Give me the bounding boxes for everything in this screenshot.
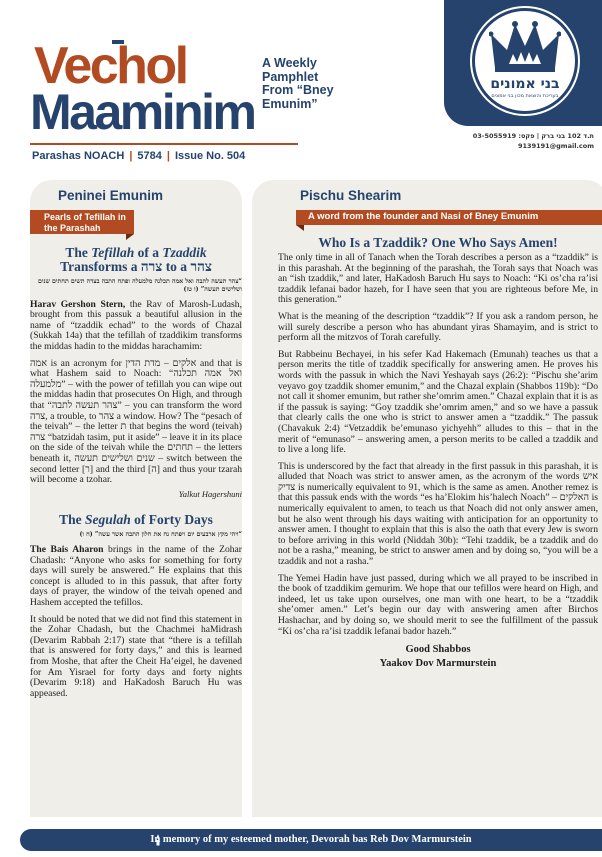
lead-text: Harav Gershon Stern,: [30, 298, 126, 310]
paragraph: The only time in all of Tanach when the Torah describes a person as a “tzaddik” is in this parashah. At the beginning of the parashah, the Torah says that Noach was an “ish tzaddik,” and later, HaKadosh Baruch Hu says to Noach: “Ki os’cha ra’isi tzaddik lefanai bador hazeh, for I have seen that you are righteous before Me, in this generation.”: [278, 252, 598, 306]
parasha-name: Parashas NOACH: [32, 150, 125, 162]
paragraph: אמה is an acronym for אלקים – מדת הדין and that is what Hashem said to Noach: “ואל אמה תכלנה מלמעלה” – with the power of tefillah you can wipe out the middas hadin that prosecutes On High, and through that “צהר תעשה לתבה” – you can transform the word צרה, a trouble, to צהר a window. How? The “pesach of the teivah” – the letter ת that begins the word (teivah) צרה “batzidah tasim, put it aside” – leave it in its place on the side of the teivah while the תחתים – the letters beneath it, שנים ושלישים תעשה – switch between the second letter [ר] and the third [ה] and thus your tzarah will become a tzohar.: [30, 357, 242, 486]
title-part: of Forty Days: [130, 512, 213, 528]
paragraph: But Rabbeinu Bechayei, in his sefer Kad Hakemach (Emunah) teaches us that a person merits the title of tzaddik specifically for answering amen. He proves his words with the passuk in which the Navi Yeshayah says (26:2): “Pischu she’arim veyavo goy tzaddik shomer emunim,” and the Chazal explain (Shabbos 119b): “Do not call it shomer emunim, but rather she’omrim amen.” Chazal explain that it is as if the passuk is saying: “Goy tzaddik she’omrim amen,” and so we have a passuk that clearly calls the one who is strict to answer amen a “tzaddik.” The passuk (Chavakuk 2:4) “Vetzaddik be’emunaso yichyehh” alludes to this – that in the merit of “emunaso” – answering amen, a person merits to be called a tzaddik and to live a long life.: [278, 348, 598, 456]
title-part: of a: [134, 245, 163, 260]
body-text: the Rav of Marosh-Ludash, brought from this passuk a beautiful allusion in the name of “tzaddik echad” to the words of Chazal (Sukkah 14a) that the tefillah of tzaddikim transforms the middas hadin to the middas harachamim:: [30, 298, 242, 352]
memorial-footer: [20, 829, 602, 851]
left-column-content: [30, 246, 242, 705]
source-citation: Yalkut Hagershuni: [178, 488, 242, 499]
signoff-author: Yaakov Dov Marmurstein: [379, 658, 497, 670]
paragraph: The Yemei Hadin have just passed, during which we all prayed to be inscribed in the book of tzaddikim gemurim. We hope that our tefillos were heard on High, and indeed, let us take upon ourselves, one man with one heart, to be a “tzaddik she’omer amen.” Let’s begin our day with answering amen after Birchos Hashachar, and by doing so, we should merit to see the fulfillment of the passuk “Ki os’cha ra’isi tzaddik lefanai bador hazeh.”: [278, 572, 598, 637]
title-part: Tzaddik: [162, 245, 207, 260]
memorial-text: In memory of my esteemed mother, Devorah bas Reb Dov Marmurstein: [150, 834, 472, 845]
contact-address: ת.ד 102 בני ברק | פקס: 03-5055919: [472, 132, 594, 140]
section-title-peninei-emunim: Peninei Emunim: [58, 188, 164, 203]
logo-subtitle: בעריכת והוצאת מכון בני אמונים: [491, 93, 559, 99]
paragraph: What is the meaning of the description “tzaddik”? If you ask a random person, he will surely describe a person who has abundant yiras Shamayim, and is strict to perform all the mitzvos of Torah carefully.: [278, 310, 598, 344]
logo-name: בני אמונים: [490, 76, 560, 92]
crown-icon: [489, 20, 561, 74]
title-part: The: [59, 512, 85, 528]
ribbon-text: A word from the founder and Nasi of Bney Emunim: [308, 211, 539, 222]
paragraph: It should be noted that we did not find this statement in the Zohar Chadash, but the Chachmei haMidrash (Devarim Rabbah 2:17) state that “there is a tefillah that is answered for forty days,” and this is learned from Moshe, that after the Cheit Ha’eigel, he davened for Am Yisrael for forty days and forty nights (Devarim 9:18) and HaKadosh Baruch Hu was appeased.: [30, 613, 242, 699]
hebrew-verse: “ויהי מקץ ארבעים יום ויפתח נח את חלון התבה אשר עשה” (ח ו): [79, 531, 242, 539]
lead-text: The Bais Aharon: [30, 544, 104, 556]
contact-email: 9139191@gmail.com: [518, 142, 594, 150]
issue-number: Issue No. 504: [174, 150, 246, 162]
body-text: brings in the name of the Zohar Chadash: “Anyone who asks for something for forty days will surely be answered.” He explains that this concept is alluded to in this passuk, that after forty days of prayer, the window of the teivah opened and Hashem accepted the tefillos.: [30, 544, 242, 609]
tagline: A Weekly Pamphlet From “Bney Emunim”: [262, 56, 334, 111]
title-part: Transforms a צרה to a צהר: [60, 259, 212, 274]
article-title-tefillah: [30, 246, 242, 274]
paragraph: [30, 300, 242, 353]
section-title-pischu-shearim: Pischu Shearim: [300, 188, 402, 203]
title-part: Tefillah: [91, 245, 135, 260]
title-underline: [30, 143, 298, 145]
ribbon-text: Pearls of Tefillah in the Parashah: [44, 212, 126, 233]
paragraph: This is underscored by the fact that already in the first passuk in this parashah, it is alluded that Noach was strict to answer amen, as the acronym of the words איש צדיק is numerically equivalent to 91, which is the same as amen. Another remez is that this passuk ends with the words “es ha’Elokim his’halech Noach” – האלקים is numerically equivalent to amen, to teach us that Noach did not only answer amen, but he also went through his days waiting with anticipation for an opportunity to answer amen. I thought to explain that this is also the oath that every Jew is sworn to before arriving in this world (Niddah 30b): “Tehi tzaddik, be a tzaddik and do not be a rasha,” meaning, be strict to answer amen and by doing so, “you will be a tzaddik and not a rasha.”: [278, 460, 598, 568]
issue-line: Parashas NOACH | 5784 | Issue No. 504: [32, 150, 246, 162]
issue-year: 5784: [137, 150, 162, 162]
title-part: The: [65, 245, 92, 260]
signoff-greeting: Good Shabbos: [405, 644, 471, 656]
masthead: [0, 0, 602, 175]
section-ribbon-pearls: [30, 210, 134, 234]
article-title-tzaddik: Who Is a Tzaddik? One Who Says Amen!: [318, 235, 558, 250]
article-title-segulah: [30, 513, 242, 527]
title-vechol: Vechol: [34, 37, 187, 95]
right-column-content: [278, 236, 598, 671]
title-maaminim: Maaminim: [30, 84, 255, 140]
signoff: [278, 643, 598, 671]
paragraph: [30, 545, 242, 609]
hebrew-verse: “צהר תעשה לתבה ואל אמה תכלנה מלמעלה ופתח התבה בצדה תשים תחתים שנים ושלישים תעשה” (ו טז): [38, 278, 242, 293]
title-part: Segulah: [85, 512, 131, 528]
section-ribbon-founder: [296, 210, 602, 225]
